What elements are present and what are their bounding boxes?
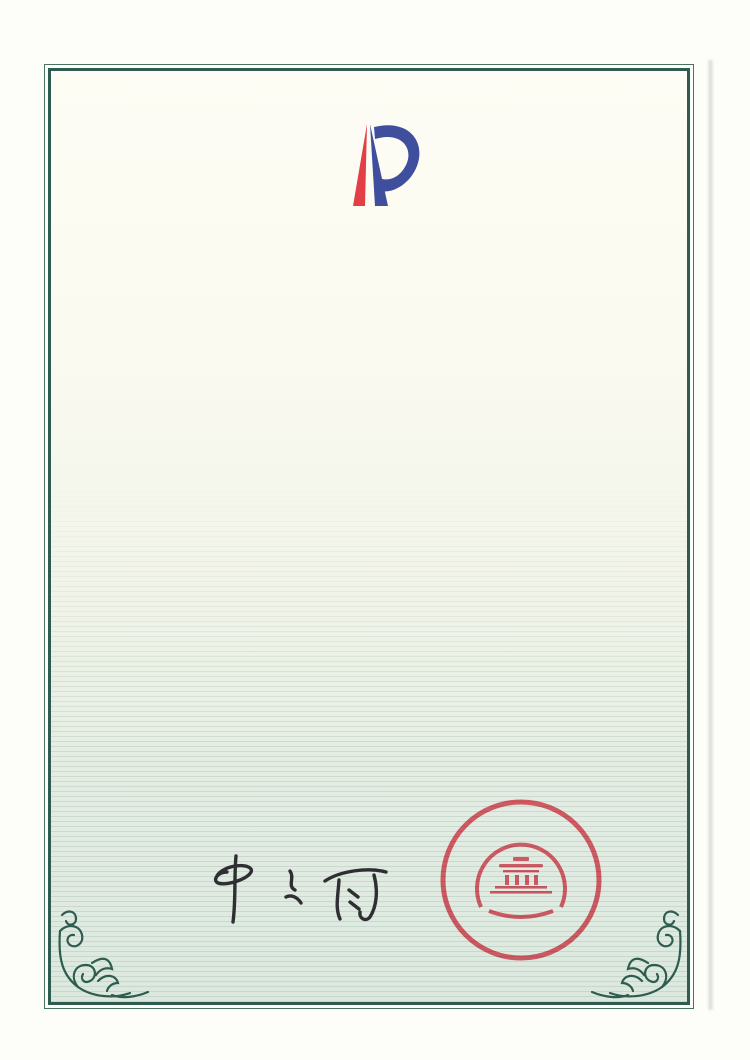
scan-edge-shadow [707, 60, 714, 1010]
field-grant-date [90, 592, 193, 610]
field-row-patent-no [90, 426, 665, 444]
barcode [97, 814, 284, 828]
cnipa-logo-icon [303, 110, 433, 215]
field-row-filing-date [90, 466, 665, 484]
seal-emblem-icon [490, 857, 552, 894]
field-row-name [90, 322, 665, 340]
field-row-patentee [90, 506, 665, 524]
corner-flourish-left [52, 903, 152, 1003]
qr-code [594, 123, 661, 190]
official-seal [433, 795, 613, 970]
field-grant-no [372, 592, 475, 610]
field-row-inventors [90, 372, 665, 397]
director-signature [198, 838, 403, 928]
field-row-address [90, 549, 665, 567]
